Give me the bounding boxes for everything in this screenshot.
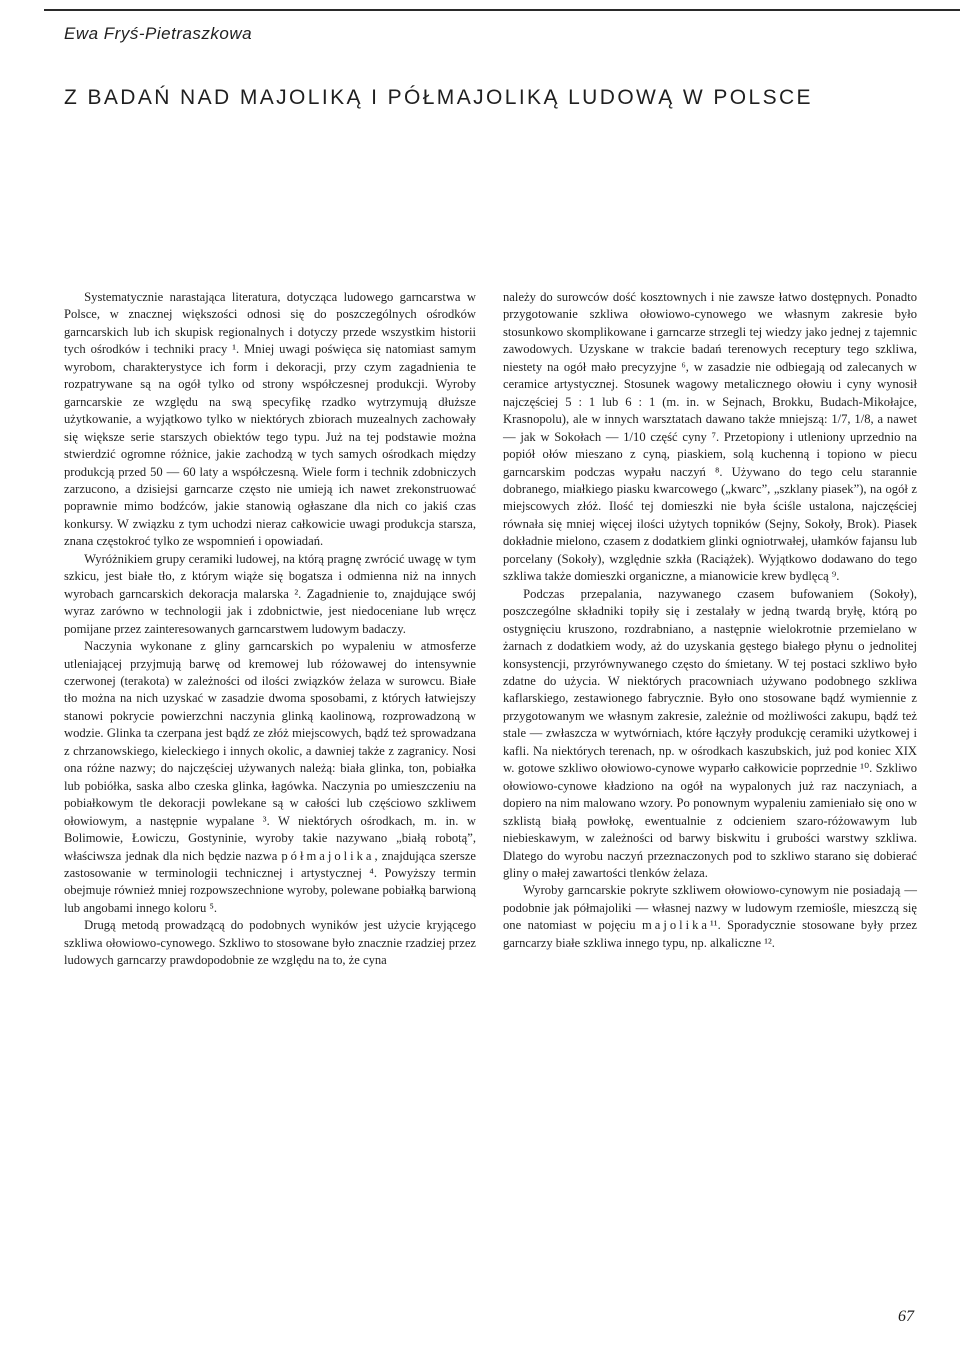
paragraph-text: Naczynia wykonane z gliny garncarskich po wypaleniu w atmosferze utleniającej przyjmują barwę od kremowej lub różowawej do intensywnie czerwonej (terakota) w zależności od ilości związków żelaza w surowcu. Białe tło można na nich uzyskać w zasadzie dwoma sposobami, z których łatwiejszy stanowi pokrycie powierzchni naczynia glinką kaolinową, rozprowadzoną w wodzie. Glinka ta czerpana jest bądź ze złóż miejscowych, bądź też sprowadzana z chrzanowskiego, kieleckiego i innych okolic, a dawniej także z zagranicy. Nosi ona różne nazwy; do najczęściej używanych należą: biała glinka, ton, pobiałka lub pobiółka, saska albo czeska glinka, łagówka. Naczynia po umieszczeniu na pobiałkowym tle dekoracji powlekane są w całości lub częściowo szkliwem ołowiowym, a następnie wypalane ³. W niektórych ośrodkach, m. in. w Bolimowie, Łowiczu, Gostyninie, wyroby takie nazywano „białą robotą”, właściwsza jednak dla nich będzie nazwa [64, 639, 476, 863]
paragraph: Drugą metodą prowadzącą do podobnych wyników jest użycie kryjącego szkliwa ołowiowo-cynowego. Szkliwo to stosowane było znacznie rzadziej przez ludowych garncarzy prawdopodobnie ze względu na to, że cyna [64, 918, 476, 968]
paragraph: Systematycznie narastająca literatura, dotycząca ludowego garncarstwa w Polsce, w znacznej większości odnosi się do poszczególnych ośrodków garncarskich lub ich skupisk regionalnych i dotyczy przede wszystkim historii tych ośrodków i techniki pracy ¹. Mniej uwagi poświęca się natomiast samym wyrobom, charakterystyce ich form i dekoracji, przy czym zagadnienia te rozpatrywane są na ogół tylko od strony współczesnej produkcji. Wyroby garncarskie ze względu na swą specyfikę rzadko wytrzymują dłuższe użytkowanie, a wyjątkowo tylko w niektórych zbiorach muzealnych zachowały się większe serie starszych obiektów tego typu. Już na tej podstawie można stwierdzić ogromne różnice, jakie zachodzą w tych samych ośrodkach między produkcją przed 50 — 60 laty a współczesną. Wiele form i technik zdobniczych zarzucono, a dzisiejsi garncarze często nie umieją ich nawet zrekonstruować poprawnie mimo bodźców, jakie stanowią ogłaszane dla nich co jakiś czas konkursy. W związku z tym uchodzi nieraz całkowicie uwagi produkcja starsza, znana częstokroć tylko ze wspomnień i opowiadań. [64, 290, 476, 549]
paragraph-text: , znajdująca szersze zastosowanie w terminologii technicznej i artystycznej ⁴. Powyższy termin obejmuje również mniej rozpowszechnione wyroby, polewane pobiałką barwioną lub angobami innego koloru ⁵. [64, 848, 476, 915]
paragraph: Podczas przepalania, nazywanego czasem bufowaniem (Sokoły), poszczególne składniki topiły się i zestalały w jedną twardą bryłę, którą po ostygnięciu kruszono, rozdrabniano, a następnie wielokrotnie przemielano w żarnach z dodatkiem wody, aż do uzyskania gęstego białego płynu o jednolitej konsystencji, przyrównywanego często do śmietany. W tej postaci szkliwo było zdatne do użycia. W niektórych pracowniach używano podobnego szkliwa kaflarskiego, zestawionego fabrycznie. Było ono stosowane bądź wymiennie z przygotowanym we własnym zakresie, zależnie od możliwości zakupu, bądź też stale — zwłaszcza w wytwórniach, które łączyły produkcję ceramiki użytkowej i kafli. Na niektórych terenach, np. w ośrodkach kaszubskich, już pod koniec XIX w. gotowe szkliwo ołowiowo-cynowe wyparło całkowicie poprzednie ¹⁰. Szkliwo ołowiowo-cynowe kładziono na ogół na wypalonych już raz naczyniach, a dopiero na nim malowano wzory. Po ponownym wypaleniu zamieniało się ono w szklistą białą powłokę, ewentualnie z odcieniem szaro-różowawym lub niebieskawym, w zależności od barwy biskwitu i grubości warstwy szkliwa. Dlatego do wyrobu naczyń przeznaczonych pod to szkliwo starano się dobierać gliny o małej zawartości tlenków żelaza. [503, 586, 917, 880]
paragraph [64, 638, 476, 917]
author-name: Ewa Fryś-Pietraszkowa [64, 24, 253, 43]
top-rule [44, 9, 960, 11]
paragraph [503, 882, 917, 952]
paragraph: należy do surowców dość kosztownych i nie zawsze łatwo dostępnych. Ponadto przygotowanie szkliwa ołowiowo-cynowego we własnym zakresie było stosunkowo skomplikowane i garncarze strzegli tej wiedzy jako jednej z tajemnic zawodowych. Uzyskane w trakcie badań terenowych receptury tego szkliwa, niestety na ogół mało precyzyjne ⁶, w zasadzie nie odbiegają od zalecanych w ceramice artystycznej. Stosunek wagowy metalicznego ołowiu i cyny wynosił najczęściej 5 : 1 lub 6 : 1 (m. in. w Sejnach, Brokku, Budach-Mikołajce, Krasnopolu), ale w innych warsztatach dawano także mniejszą: 1/7, 1/8, a nawet — jak w Sokołach — 1/10 część cyny ⁷. Przetopiony i utleniony uprzednio na popiół ołów mieszano z cyną, piaskiem, solą kuchenną i topiono w piecu garncarskim podczas wypału naczyń ⁸. Używano do tego celu starannie dobranego, miałkiego piasku kwarcowego („kwarc”, „szklany piasek”), na ogół z miejscowych złóż. Ilość tej domieszki nie była ściśle ustalona, najczęściej równała się mniej więcej ilości użytych topników (Sejny, Sokoły, Brok). Piasek dokładnie mielono, czasem z dodatkiem glinki ogniotrwałej, ułamków fajansu lub porcelany (Sokoły), względnie szkła (Raciążek). Wyjątkowo dodawano do tego szkliwa także domieszki organiczne, a mianowicie krew bydlęcą ⁹. [503, 290, 917, 584]
paragraph-text: ¹¹. Sporadycznie stosowane były przez garncarzy białe szkliwa innego typu, np. alkaliczne ¹². [503, 918, 917, 950]
paragraph-text: Wyroby garncarskie pokryte szkliwem ołowiowo-cynowym nie posiadają — podobnie jak półmajoliki — własnej nazwy w ludowym rzemiośle, mieszczą się one natomiast w pojęciu [503, 883, 917, 933]
paragraph: Wyróżnikiem grupy ceramiki ludowej, na którą pragnę zwrócić uwagę w tym szkicu, jest białe tło, z którym wiąże się bogatsza i odmienna niż na innych wyrobach garncarskich dekoracja malarska ². Zagadnienie to, znajdujące swój wyraz zarówno w technologii jak i zdobnictwie, jest niedoceniane lub wręcz pomijane przez zainteresowanych garncarstwem ludowym badaczy. [64, 551, 476, 636]
right-column [503, 289, 917, 952]
spaced-term: półmajolika [281, 848, 375, 863]
page-number: 67 [898, 1308, 914, 1325]
article-title: Z BADAŃ NAD MAJOLIKĄ I PÓŁMAJOLIKĄ LUDOWĄ W POLSCE [64, 86, 813, 109]
left-column [64, 289, 476, 970]
spaced-term: majolika [641, 918, 711, 933]
